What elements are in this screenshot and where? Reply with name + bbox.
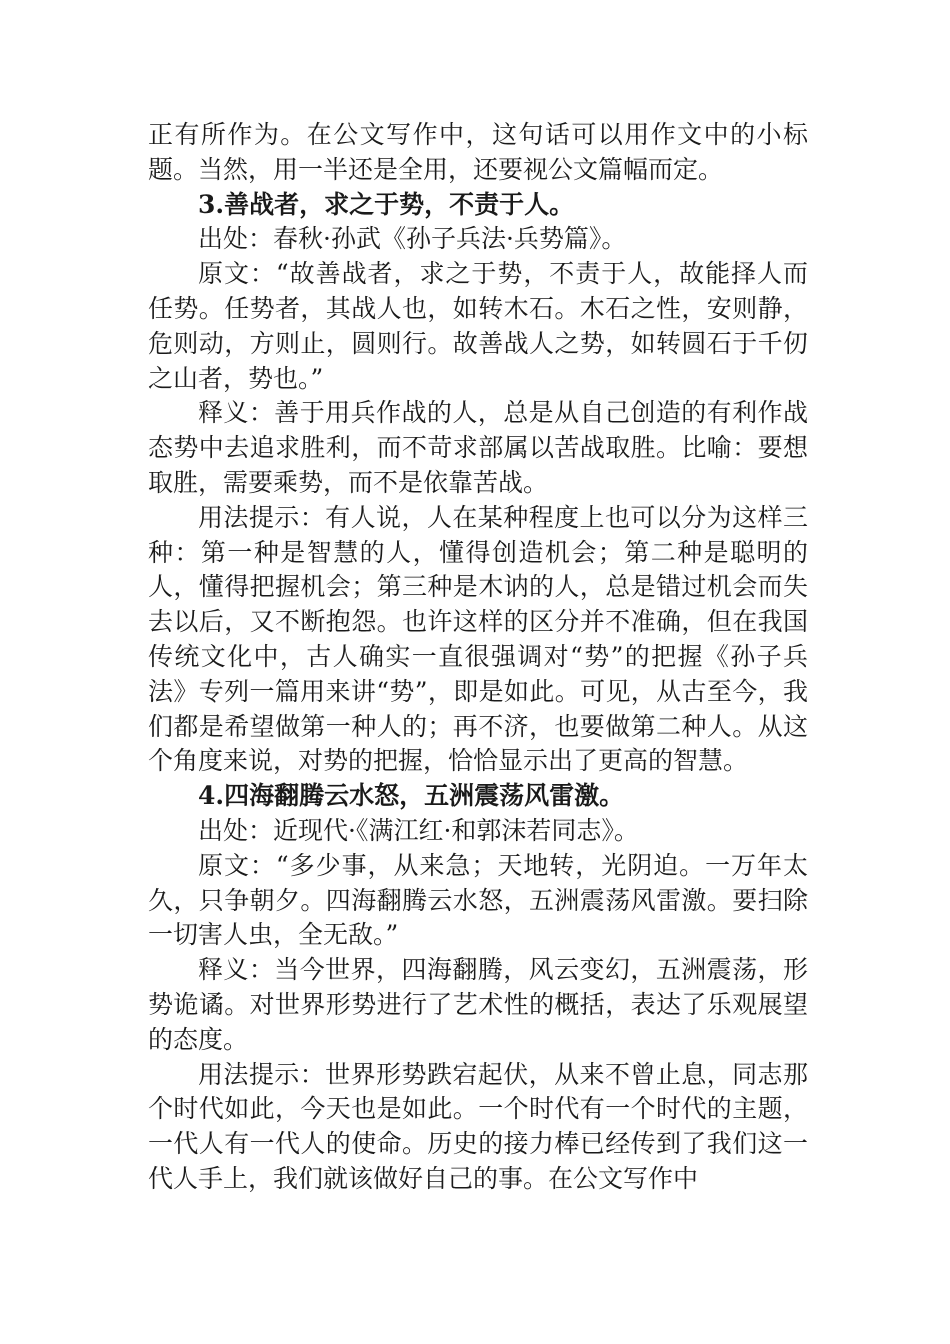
paragraph-continuation: 正有所作为。在公文写作中，这句话可以用作文中的小标题。当然，用一半还是全用，还要视公文篇幅而定。 [148, 120, 808, 184]
document-body [148, 118, 808, 1197]
usage-tip-paragraph-3: 用法提示：有人说，人在某种程度上也可以分为这样三种：第一种是智慧的人，懂得创造机会；第二种是聪明的人，懂得把握机会；第三种是木讷的人，总是错过机会而失去以后，又不断抱怨。也许这样的区分并不准确，但在我国传统文化中，古人确实一直很强调对“势”的把握《孙子兵法》专列一篇用来讲“势”，即是如此。可见，从古至今，我们都是希望做第一种人的；再不济，也要做第二种人。从这个角度来说，对势的把握，恰恰显示出了更高的智慧。 [148, 502, 808, 776]
usage-tip-paragraph-4: 用法提示：世界形势跌宕起伏，从来不曾止息，同志那个时代如此，今天也是如此。一个时代有一个时代的主题，一代人有一代人的使命。历史的接力棒已经传到了我们这一代人手上，我们就该做好自己的事。在公文写作中 [148, 1059, 808, 1193]
meaning-paragraph-3: 释义：善于用兵作战的人，总是从自己创造的有利作战态势中去追求胜利，而不苛求部属以苦战取胜。比喻：要想取胜，需要乘势，而不是依靠苦战。 [148, 398, 808, 497]
meaning-paragraph-4: 释义：当今世界，四海翻腾，风云变幻，五洲震荡，形势诡谲。对世界形势进行了艺术性的概括，表达了乐观展望的态度。 [148, 955, 808, 1054]
original-text-paragraph-4: 原文：“多少事，从来急；天地转，光阴迫。一万年太久，只争朝夕。四海翻腾云水怒，五洲震荡风雷激。要扫除一切害人虫，全无敌。” [148, 850, 808, 950]
source-paragraph-3: 出处：春秋·孙武《孙子兵法·兵势篇》。 [198, 224, 627, 254]
source-paragraph-4: 出处：近现代·《满江红·和郭沫若同志》。 [198, 815, 639, 845]
section-heading-3: 3.善战者，求之于势，不责于人。 [198, 189, 575, 219]
section-heading-4: 4.四海翻腾云水怒，五洲震荡风雷激。 [198, 781, 625, 811]
original-text-paragraph-3: 原文：“故善战者，求之于势，不责于人，故能择人而任势。任势者，其战人也，如转木石。木石之性，安则静，危则动，方则止，圆则行。故善战人之势，如转圆石于千仞之山者，势也。” [148, 259, 808, 393]
